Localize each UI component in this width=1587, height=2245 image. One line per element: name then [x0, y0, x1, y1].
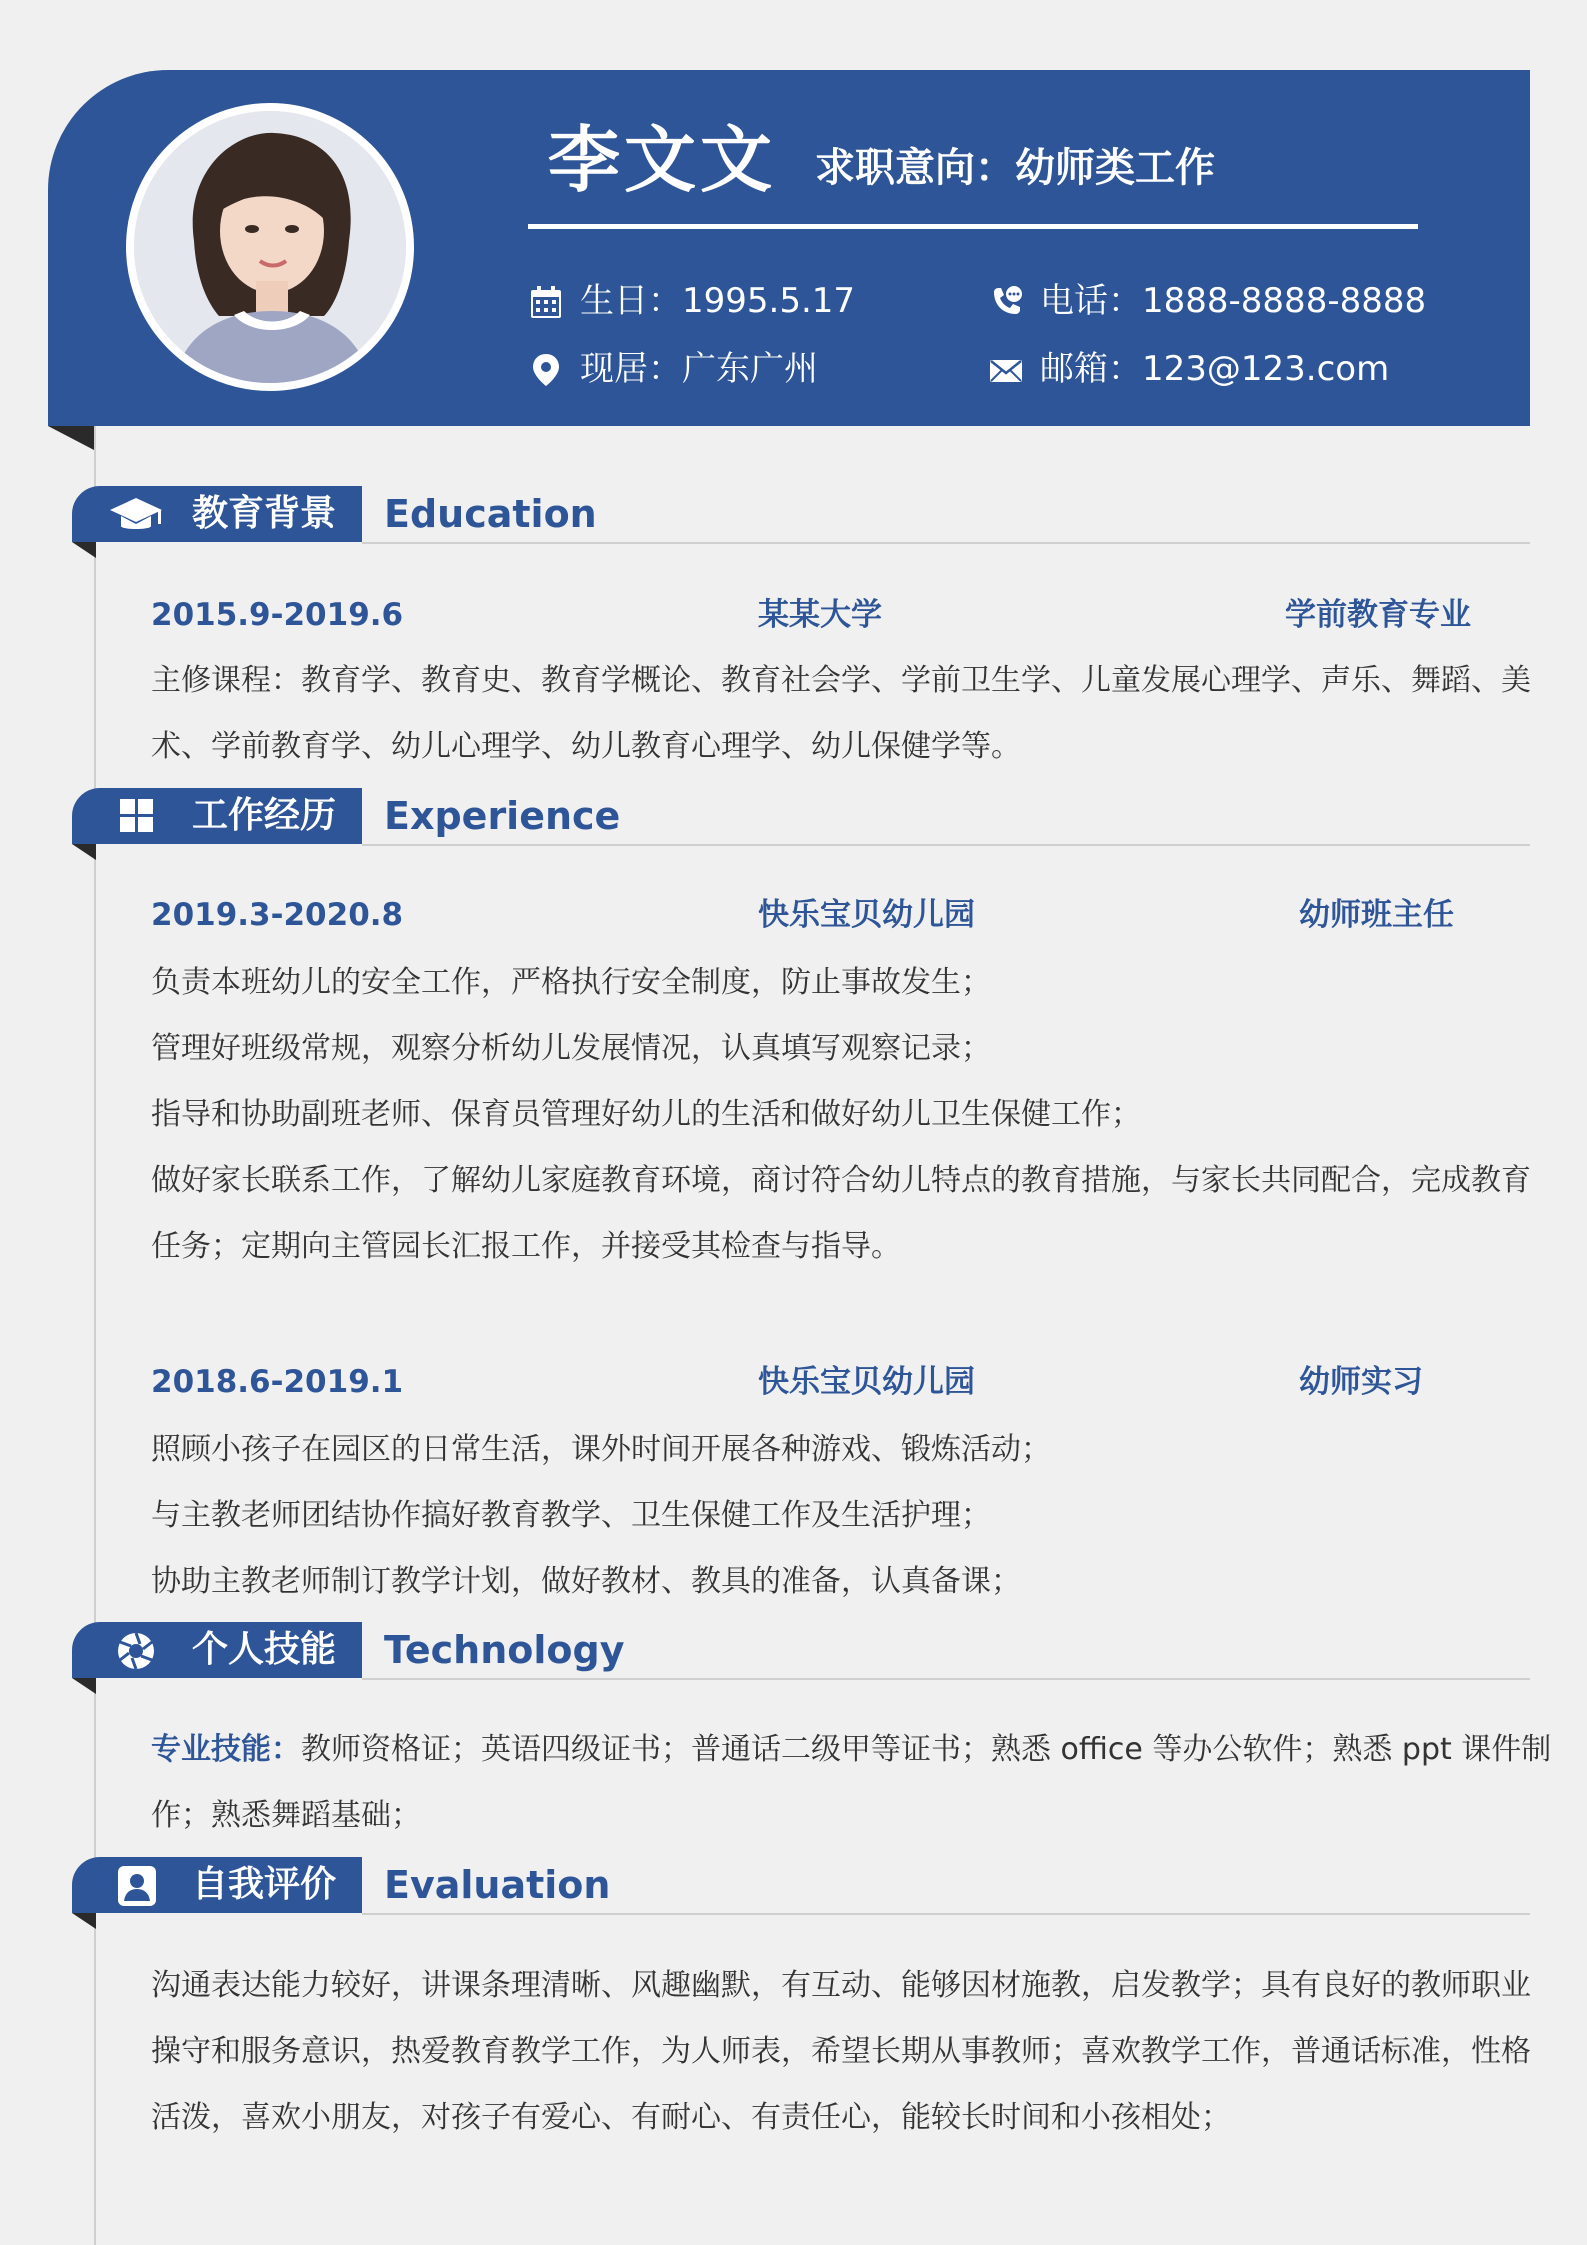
evaluation-description — [151, 1953, 1531, 2151]
section-tab-fold — [72, 1913, 96, 1929]
experience-entry-header — [151, 890, 1511, 940]
phone-text: 电话：1888-8888-8888 — [1040, 281, 1427, 321]
birthday-info — [528, 276, 948, 326]
experience-role: 幼师班主任 — [1299, 897, 1454, 933]
skills-label: 专业技能： — [151, 1732, 301, 1767]
experience-description — [151, 1417, 1511, 1615]
section-title-cn: 个人技能 — [192, 1629, 337, 1670]
section-divider — [362, 1678, 1530, 1680]
education-school: 某某大学 — [758, 597, 882, 633]
birthday-text: 生日：1995.5.17 — [580, 281, 856, 321]
location-pin-icon — [528, 352, 564, 388]
experience-company: 快乐宝贝幼儿园 — [758, 1364, 975, 1400]
phone-info — [988, 276, 1448, 326]
text-line: 操守和服务意识，热爱教育教学工作，为人师表，希望长期从事教师；喜欢教学工作，普通话标准，性格 — [151, 2034, 1531, 2069]
section-education-heading — [72, 486, 1530, 544]
experience-period: 2018.6-2019.1 — [151, 1364, 404, 1400]
text-line: 沟通表达能力较好，讲课条理清晰、风趣幽默，有互动、能够因材施教，启发教学；具有良好的教师职业 — [151, 1968, 1531, 2003]
education-entry-header — [151, 590, 1511, 640]
section-tab-fold — [72, 844, 96, 860]
experience-role: 幼师实习 — [1299, 1364, 1423, 1400]
section-skills-heading — [72, 1622, 1530, 1680]
email-text: 邮箱：123@123.com — [1040, 349, 1390, 389]
section-title-cn: 工作经历 — [192, 795, 337, 836]
skills-text: 教师资格证；英语四级证书；普通话二级甲等证书；熟悉 office 等办公软件；熟悉 ppt 课件制 — [301, 1732, 1552, 1767]
experience-entry-header — [151, 1357, 1511, 1407]
text-line: 做好家长联系工作，了解幼儿家庭教育环境，商讨符合幼儿特点的教育措施，与家长共同配合，完成教育 — [151, 1163, 1531, 1198]
section-tab-fold — [72, 542, 96, 558]
experience-company: 快乐宝贝幼儿园 — [758, 897, 975, 933]
email-info — [988, 344, 1448, 394]
text-line: 指导和协助副班老师、保育员管理好幼儿的生活和做好幼儿卫生保健工作； — [151, 1097, 1141, 1132]
text-line: 与主教老师团结协作搞好教育教学、卫生保健工作及生活护理； — [151, 1498, 991, 1533]
section-title-cn: 教育背景 — [192, 493, 337, 534]
text-line: 任务；定期向主管园长汇报工作，并接受其检查与指导。 — [151, 1229, 901, 1264]
portrait-image — [134, 111, 406, 383]
text-line: 照顾小孩子在园区的日常生活，课外时间开展各种游戏、锻炼活动； — [151, 1432, 1051, 1467]
section-divider — [362, 1913, 1530, 1915]
experience-period: 2019.3-2020.8 — [151, 897, 404, 933]
header-divider — [528, 224, 1418, 229]
text-line: 活泼，喜欢小朋友，对孩子有爱心、有耐心、有责任心，能较长时间和小孩相处； — [151, 2100, 1231, 2135]
text-line: 协助主教老师制订教学计划，做好教材、教具的准备，认真备课； — [151, 1564, 1021, 1599]
job-intent: 求职意向：幼师类工作 — [815, 145, 1215, 191]
text-line — [151, 1717, 1552, 1783]
text-line: 主修课程：教育学、教育史、教育学概论、教育社会学、学前卫生学、儿童发展心理学、声乐、舞蹈、美 — [151, 663, 1531, 698]
timeline-line — [94, 425, 96, 2245]
candidate-name: 李文文 — [548, 118, 777, 202]
skills-description — [151, 1717, 1552, 1849]
section-divider — [362, 542, 1530, 544]
residence-text: 现居：广东广州 — [580, 349, 818, 389]
section-title-en: Education — [384, 492, 597, 536]
section-title-en: Experience — [384, 794, 621, 838]
avatar — [126, 103, 414, 391]
section-title-en: Technology — [384, 1628, 625, 1672]
calendar-icon — [528, 284, 564, 320]
section-divider — [362, 844, 1530, 846]
section-title-en: Evaluation — [384, 1863, 611, 1907]
text-line: 术、学前教育学、幼儿心理学、幼儿教育心理学、幼儿保健学等。 — [151, 729, 1021, 764]
education-period: 2015.9-2019.6 — [151, 597, 404, 633]
graduation-cap-icon — [108, 494, 164, 536]
section-experience-heading — [72, 788, 1530, 846]
grid-icon — [108, 796, 164, 838]
text-line: 负责本班幼儿的安全工作，严格执行安全制度，防止事故发生； — [151, 965, 991, 1000]
header-fold — [48, 426, 94, 450]
text-line: 管理好班级常规，观察分析幼儿发展情况，认真填写观察记录； — [151, 1031, 991, 1066]
education-description — [151, 648, 1531, 780]
section-evaluation-heading — [72, 1857, 1530, 1915]
aperture-icon — [108, 1630, 164, 1672]
section-title-cn: 自我评价 — [192, 1864, 337, 1905]
envelope-icon — [988, 352, 1024, 388]
text-line: 作；熟悉舞蹈基础； — [151, 1798, 421, 1833]
phone-icon — [988, 284, 1024, 320]
section-tab-fold — [72, 1678, 96, 1694]
residence-info — [528, 344, 948, 394]
education-major: 学前教育专业 — [1285, 597, 1471, 633]
experience-description — [151, 950, 1531, 1280]
user-badge-icon — [108, 1865, 164, 1907]
